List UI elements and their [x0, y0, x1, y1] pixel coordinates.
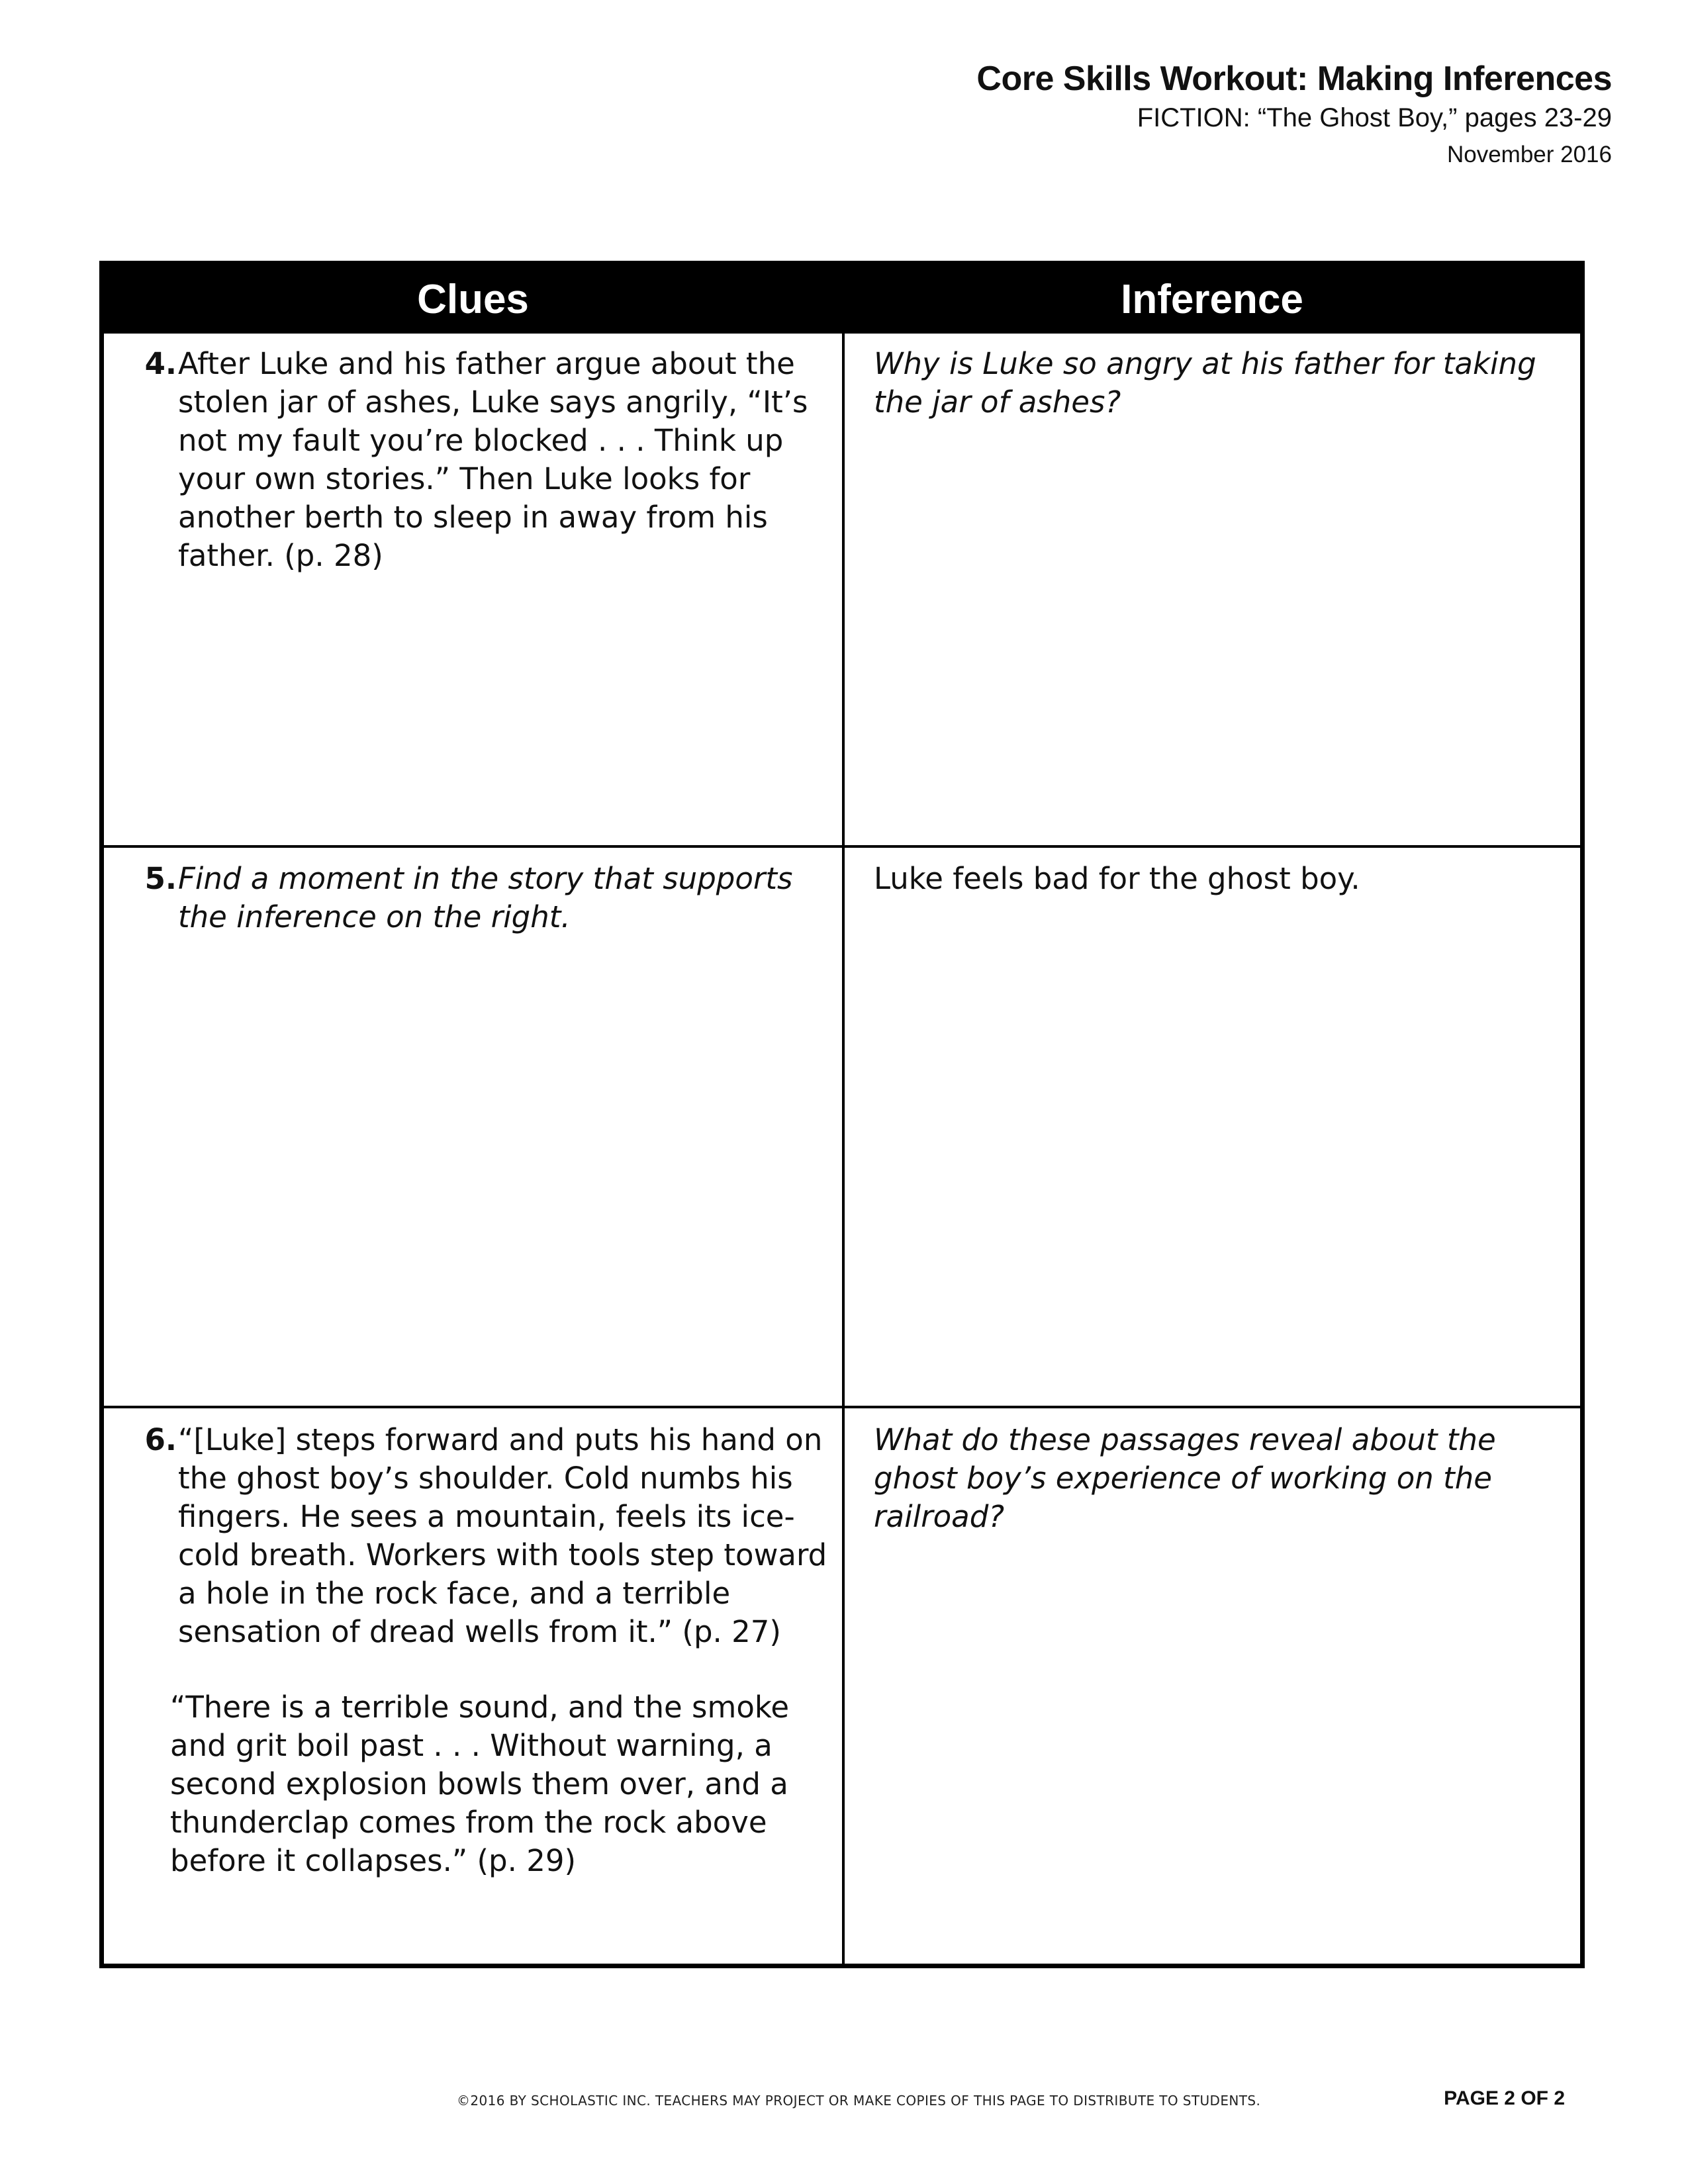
question-number: 5. — [144, 861, 177, 896]
inference-cell-6: What do these passages reveal about the ghost boy’s experience of working on the railroad? — [874, 1422, 1496, 1534]
clue-text: “[Luke] steps forward and puts his hand on the ghost boy’s shoulder. Cold numbs his fingers. He sees a mountain, feels its ice-cold breath. Workers with tools step toward a hole in the rock face, and a terrible sensation of dread wells from it.” (p. 27) — [178, 1422, 827, 1649]
clue-text: After Luke and his father argue about the stolen jar of ashes, Luke says angrily, “It’s not my fault you’re blocked . . . Think up your own stories.” Then Luke looks for another berth to sleep in away from his father. (p. 28) — [178, 346, 808, 573]
clue-cell-5 — [134, 860, 835, 936]
issue-date: November 2016 — [1446, 142, 1612, 167]
inference-cell-4: Why is Luke so angry at his father for taking the jar of ashes? — [874, 346, 1536, 420]
question-number: 4. — [144, 346, 177, 381]
copyright-notice: ©2016 BY SCHOLASTIC INC. TEACHERS MAY PROJECT OR MAKE COPIES OF THIS PAGE TO DISTRIBUTE TO STUDENTS. — [457, 2093, 1261, 2109]
clue-cell-6 — [134, 1421, 835, 1880]
inference-table — [99, 261, 1585, 1968]
column-header-clues: Clues — [417, 277, 529, 322]
question-number: 6. — [144, 1422, 177, 1457]
column-header-inference: Inference — [1121, 277, 1303, 322]
worksheet-subtitle: FICTION: “The Ghost Boy,” pages 23-29 — [1137, 103, 1612, 132]
page-number: PAGE 2 OF 2 — [1444, 2087, 1565, 2109]
row-divider — [104, 845, 1580, 848]
clue-text-second-passage: “There is a terrible sound, and the smoke and grit boil past . . . Without warning, a second explosion bowls them over, and a thunderclap comes from the rock above before it collapses.” (p. 29) — [170, 1690, 790, 1878]
page-header — [976, 58, 1612, 173]
inference-cell-5: Luke feels bad for the ghost boy. — [874, 861, 1360, 896]
row-divider — [104, 1406, 1580, 1408]
clue-cell-4 — [134, 345, 835, 575]
clue-text: Find a moment in the story that supports the inference on the right. — [178, 861, 793, 934]
worksheet-title: Core Skills Workout: Making Inferences — [976, 60, 1612, 98]
column-divider — [842, 265, 845, 1964]
